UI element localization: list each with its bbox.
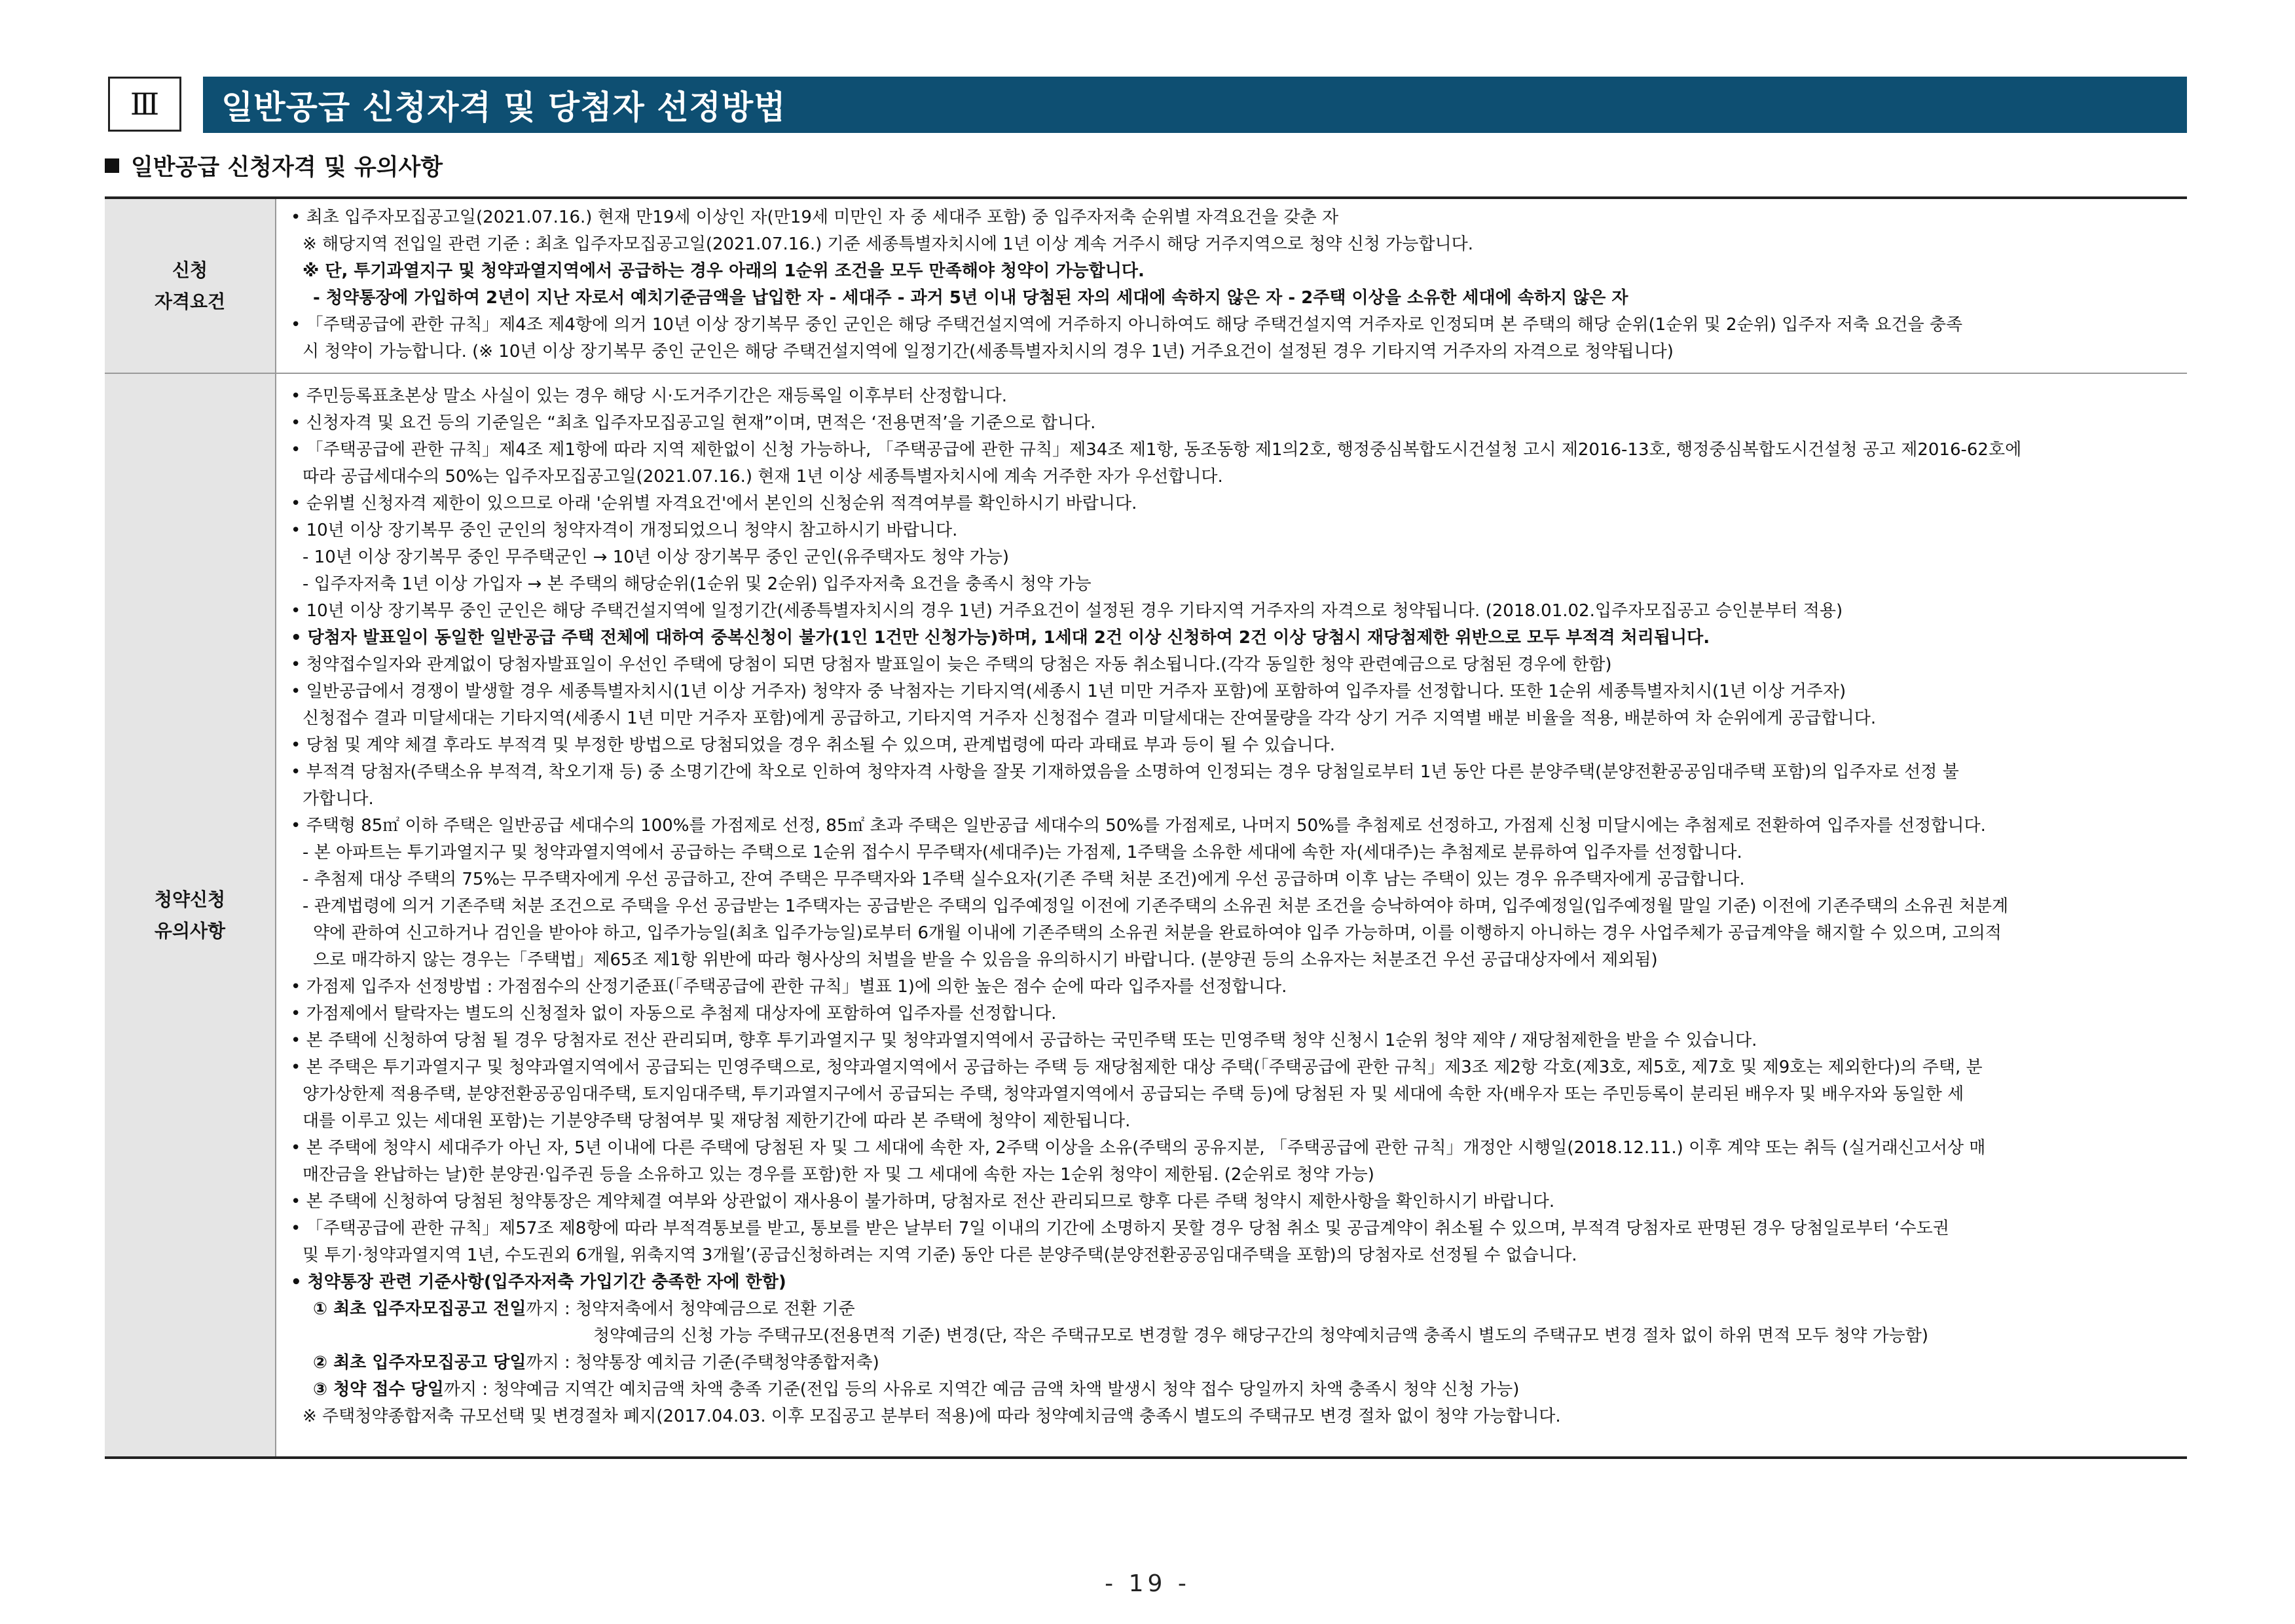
text-line: • 「주택공급에 관한 규칙」제57조 제8항에 따라 부적격통보를 받고, 통보를 받은 날부터 7일 이내의 기간에 소명하지 못할 경우 당첨 취소 및 공급계약이 취소될 수 있으며, 부적격 당첨자로 판명된 경우 당첨일로부터 ‘수도권 <box>291 1219 1949 1238</box>
text-line: 시 청약이 가능합니다. (※ 10년 이상 장기복무 중인 군인은 해당 주택건설지역에 일정기간(세종특별자치시의 경우 1년) 거주요건이 설정된 경우 기타지역 거주자의 자격으로 청약됩니다) <box>303 342 1674 361</box>
text-line: - 추첨제 대상 주택의 75%는 무주택자에게 우선 공급하고, 잔여 주택은 무주택자와 1주택 실수요자(기존 주택 처분 조건)에게 우선 공급하며 이후 남는 주택이 있는 경우 유주택자에게 공급합니다. <box>303 870 1745 889</box>
text-line: • 청약접수일자와 관계없이 당첨자발표일이 우선인 주택에 당첨이 되면 당첨자 발표일이 늦은 주택의 당첨은 자동 취소됩니다.(각각 동일한 청약 관련예금으로 당첨된 경우에 한함) <box>291 655 1612 674</box>
text-line: - 10년 이상 장기복무 중인 무주택군인 → 10년 이상 장기복무 중인 군인(유주택자도 청약 가능) <box>303 547 1010 567</box>
text-line: • 「주택공급에 관한 규칙」제4조 제4항에 의거 10년 이상 장기복무 중인 군인은 해당 주택건설지역에 거주하지 아니하여도 해당 주택건설지역 거주자로 인정되며 본 주택의 해당 순위(1순위 및 2순위) 입주자 저축 요건을 충족 <box>291 315 1963 335</box>
text-line: 따라 공급세대수의 50%는 입주자모집공고일(2021.07.16.) 현재 1년 이상 세종특별자치시에 계속 거주한 자가 우선합니다. <box>303 467 1223 487</box>
section-number: Ⅲ <box>108 77 181 132</box>
text-line: ③ 청약 접수 당일까지 : 청약예금 지역간 예치금액 차액 충족 기준(전입 등의 사유로 지역간 예금 금액 차액 발생시 청약 접수 당일까지 차액 충족시 청약 신청 가능) <box>313 1380 1520 1399</box>
text-line: • 본 주택에 청약시 세대주가 아닌 자, 5년 이내에 다른 주택에 당첨된 자 및 그 세대에 속한 자, 2주택 이상을 소유(주택의 공유지분, 「주택공급에 관한 규칙」개정안 시행일(2018.12.11.) 이후 계약 또는 취득 (실거래신고서상 매 <box>291 1138 1986 1158</box>
text-line: 으로 매각하지 않는 경우는「주택법」제65조 제1항 위반에 따라 형사상의 처벌을 받을 수 있음을 유의하시기 바랍니다. (분양권 등의 소유자는 처분조건 우선 공급대상자에서 제외됨) <box>313 950 1658 970</box>
sub-heading <box>105 149 443 182</box>
text-line: • 신청자격 및 요건 등의 기준일은 “최초 입주자모집공고일 현재”이며, 면적은 ‘전용면적’을 기준으로 합니다. <box>291 413 1096 433</box>
text-line: ※ 해당지역 전입일 관련 기준 : 최초 입주자모집공고일(2021.07.16.) 기준 세종특별자치시에 1년 이상 계속 거주시 해당 거주지역으로 청약 신청 가능합니다. <box>303 234 1474 254</box>
text-line: - 본 아파트는 투기과열지구 및 청약과열지역에서 공급하는 주택으로 1순위 접수시 무주택자(세대주)는 가점제, 1주택을 소유한 세대에 속한 자(세대주)는 추첨제로 분류하여 입주자를 선정합니다. <box>303 843 1742 862</box>
table-row-eligibility <box>105 199 2187 374</box>
text-line: 청약예금의 신청 가능 주택규모(전용면적 기준) 변경(단, 작은 주택규모로 변경할 경우 해당구간의 청약예치금액 충족시 별도의 주택규모 변경 절차 없이 하위 면적 모두 청약 가능함) <box>593 1326 1929 1346</box>
text-line: • 일반공급에서 경쟁이 발생할 경우 세종특별자치시(1년 이상 거주자) 청약자 중 낙첨자는 기타지역(세종시 1년 미만 거주자 포함)에 포함하여 입주자를 선정합니다. 또한 1순위 세종특별자치시(1년 이상 거주자) <box>291 682 1846 701</box>
text-line: 신청접수 결과 미달세대는 기타지역(세종시 1년 미만 거주자 포함)에게 공급하고, 기타지역 거주자 신청접수 결과 미달세대는 잔여물량을 각각 상기 거주 지역별 배분 비율을 적용, 배분하여 차 순위에게 공급합니다. <box>303 709 1877 728</box>
page-number: - 19 - <box>1105 1570 1190 1597</box>
text-line: - 청약통장에 가입하여 2년이 지난 자로서 예치기준금액을 납입한 자 - 세대주 - 과거 5년 이내 당첨된 자의 세대에 속하지 않은 자 - 2주택 이상을 소유한 세대에 속하지 않은 자 <box>313 288 1628 308</box>
text-line: • 청약통장 관련 기준사항(입주자저축 가입기간 충족한 자에 한함) <box>291 1272 786 1292</box>
row-content <box>276 199 2187 373</box>
text-line: • 본 주택에 신청하여 당첨 될 경우 당첨자로 전산 관리되며, 향후 투기과열지구 및 청약과열지역에서 공급하는 국민주택 또는 민영주택 청약 신청시 1순위 청약 제약 / 재당첨제한을 받을 수 있습니다. <box>291 1031 1757 1050</box>
square-bullet-icon <box>105 158 119 173</box>
text-line: ※ 주택청약종합저축 규모선택 및 변경절차 폐지(2017.04.03. 이후 모집공고 분부터 적용)에 따라 청약예치금액 충족시 별도의 주택규모 변경 절차 없이 청약 가능합니다. <box>303 1407 1561 1426</box>
text-line: ② 최초 입주자모집공고 당일까지 : 청약통장 예치금 기준(주택청약종합저축) <box>313 1353 879 1373</box>
text-line: • 가점제 입주자 선정방법 : 가점점수의 산정기준표(「주택공급에 관한 규칙」별표 1)에 의한 높은 점수 순에 따라 입주자를 선정합니다. <box>291 977 1287 997</box>
text-line: - 입주자저축 1년 이상 가입자 → 본 주택의 해당순위(1순위 및 2순위) 입주자저축 요건을 충족시 청약 가능 <box>303 574 1092 594</box>
text-line: • 「주택공급에 관한 규칙」제4조 제1항에 따라 지역 제한없이 신청 가능하나, 「주택공급에 관한 규칙」제34조 제1항, 동조동항 제1의2호, 행정중심복합도시건설청 고시 제2016-13호, 행정중심복합도시건설청 공고 제2016-62호에 <box>291 440 2022 460</box>
text-line: 약에 관하여 신고하거나 검인을 받아야 하고, 입주가능일(최초 입주가능일)로부터 6개월 이내에 기존주택의 소유권 처분을 완료하여야 입주 가능하며, 이를 이행하지 아니하는 경우 사업주체가 공급계약을 해지할 수 있으며, 고의적 <box>313 923 2002 943</box>
text-line: • 가점제에서 탈락자는 별도의 신청절차 없이 자동으로 추첨제 대상자에 포함하여 입주자를 선정합니다. <box>291 1004 1057 1024</box>
text-line: 및 투기·청약과열지역 1년, 수도권외 6개월, 위축지역 3개월’(공급신청하려는 지역 기준) 동안 다른 분양주택(분양전환공공임대주택을 포함)의 당첨자로 선정될 수 없습니다. <box>303 1246 1577 1265</box>
text-line: • 부적격 당첨자(주택소유 부적격, 착오기재 등) 중 소명기간에 착오로 인하여 청약자격 사항을 잘못 기재하였음을 소명하여 인정되는 경우 당첨일로부터 1년 동안 다른 분양주택(분양전환공공임대주택 포함)의 입주자로 선정 불 <box>291 762 1959 782</box>
section-title: 일반공급 신청자격 및 당첨자 선정방법 <box>203 77 2187 133</box>
text-line: • 주택형 85㎡ 이하 주택은 일반공급 세대수의 100%를 가점제로 선정, 85㎡ 초과 주택은 일반공급 세대수의 50%를 가점제로, 나머지 50%를 추첨제로 선정하고, 가점제 신청 미달시에는 추첨제로 전환하여 입주자를 선정합니다. <box>291 816 1986 836</box>
text-line: • 순위별 신청자격 제한이 있으므로 아래 '순위별 자격요건'에서 본인의 신청순위 적격여부를 확인하시기 바랍니다. <box>291 494 1137 513</box>
text-line: • 최초 입주자모집공고일(2021.07.16.) 현재 만19세 이상인 자(만19세 미만인 자 중 세대주 포함) 중 입주자저축 순위별 자격요건을 갖춘 자 <box>291 208 1339 227</box>
text-line: • 당첨 및 계약 체결 후라도 부적격 및 부정한 방법으로 당첨되었을 경우 취소될 수 있으며, 관계법령에 따라 과태료 부과 등이 될 수 있습니다. <box>291 735 1336 755</box>
text-line: ① 최초 입주자모집공고 전일까지 : 청약저축에서 청약예금으로 전환 기준 <box>313 1299 855 1319</box>
text-line: • 본 주택은 투기과열지구 및 청약과열지역에서 공급되는 민영주택으로, 청약과열지역에서 공급하는 주택 등 재당첨제한 대상 주택(「주택공급에 관한 규칙」제3조 제2항 각호(제3호, 제5호, 제7호 및 제9호는 제외한다)의 주택, 분 <box>291 1058 1983 1077</box>
row-label: 신청 자격요건 <box>105 199 276 373</box>
sub-heading-text: 일반공급 신청자격 및 유의사항 <box>131 155 443 181</box>
text-line: 대를 이루고 있는 세대원 포함)는 기분양주택 당첨여부 및 재당첨 제한기간에 따라 본 주택에 청약이 제한됩니다. <box>303 1111 1131 1131</box>
text-line: 가합니다. <box>303 789 374 809</box>
row-label: 청약신청 유의사항 <box>105 374 276 1456</box>
text-line: • 본 주택에 신청하여 당첨된 청약통장은 계약체결 여부와 상관없이 재사용이 불가하며, 당첨자로 전산 관리되므로 향후 다른 주택 청약시 제한사항을 확인하시기 바랍니다. <box>291 1192 1555 1211</box>
text-line: • 10년 이상 장기복무 중인 군인의 청약자격이 개정되었으니 청약시 참고하시기 바랍니다. <box>291 521 958 540</box>
text-line: • 주민등록표초본상 말소 사실이 있는 경우 해당 시·도거주기간은 재등록일 이후부터 산정합니다. <box>291 386 1008 406</box>
text-line: • 당첨자 발표일이 동일한 일반공급 주택 전체에 대하여 중복신청이 불가(1인 1건만 신청가능)하며, 1세대 2건 이상 신청하여 2건 이상 당첨시 재당첨제한 위반으로 모두 부적격 처리됩니다. <box>291 628 1710 648</box>
eligibility-table <box>105 196 2187 1459</box>
text-line: 매잔금을 완납하는 날)한 분양권·입주권 등을 소유하고 있는 경우를 포함)한 자 및 그 세대에 속한 자는 1순위 청약이 제한됨. (2순위로 청약 가능) <box>303 1165 1374 1185</box>
text-line: 양가상한제 적용주택, 분양전환공공임대주택, 토지임대주택, 투기과열지구에서 공급되는 주택, 청약과열지역에서 공급되는 주택 등)에 당첨된 자 및 세대에 속한 자(배우자 또는 주민등록이 분리된 배우자 및 배우자와 동일한 세 <box>303 1084 1964 1104</box>
text-line: ※ 단, 투기과열지구 및 청약과열지역에서 공급하는 경우 아래의 1순위 조건을 모두 만족해야 청약이 가능합니다. <box>303 261 1145 281</box>
text-line: • 10년 이상 장기복무 중인 군인은 해당 주택건설지역에 일정기간(세종특별자치시의 경우 1년) 거주요건이 설정된 경우 기타지역 거주자의 자격으로 청약됩니다. (2018.01.02.입주자모집공고 승인분부터 적용) <box>291 601 1843 621</box>
text-line: - 관계법령에 의거 기존주택 처분 조건으로 주택을 우선 공급받는 1주택자는 공급받은 주택의 입주예정일 이전에 기존주택의 소유권 처분 조건을 승낙하여야 하며, 입주예정일(입주예정월 말일 기준) 이전에 기존주택의 소유권 처분계 <box>303 896 2009 916</box>
row-content <box>276 374 2187 1456</box>
table-row-notes <box>105 374 2187 1456</box>
